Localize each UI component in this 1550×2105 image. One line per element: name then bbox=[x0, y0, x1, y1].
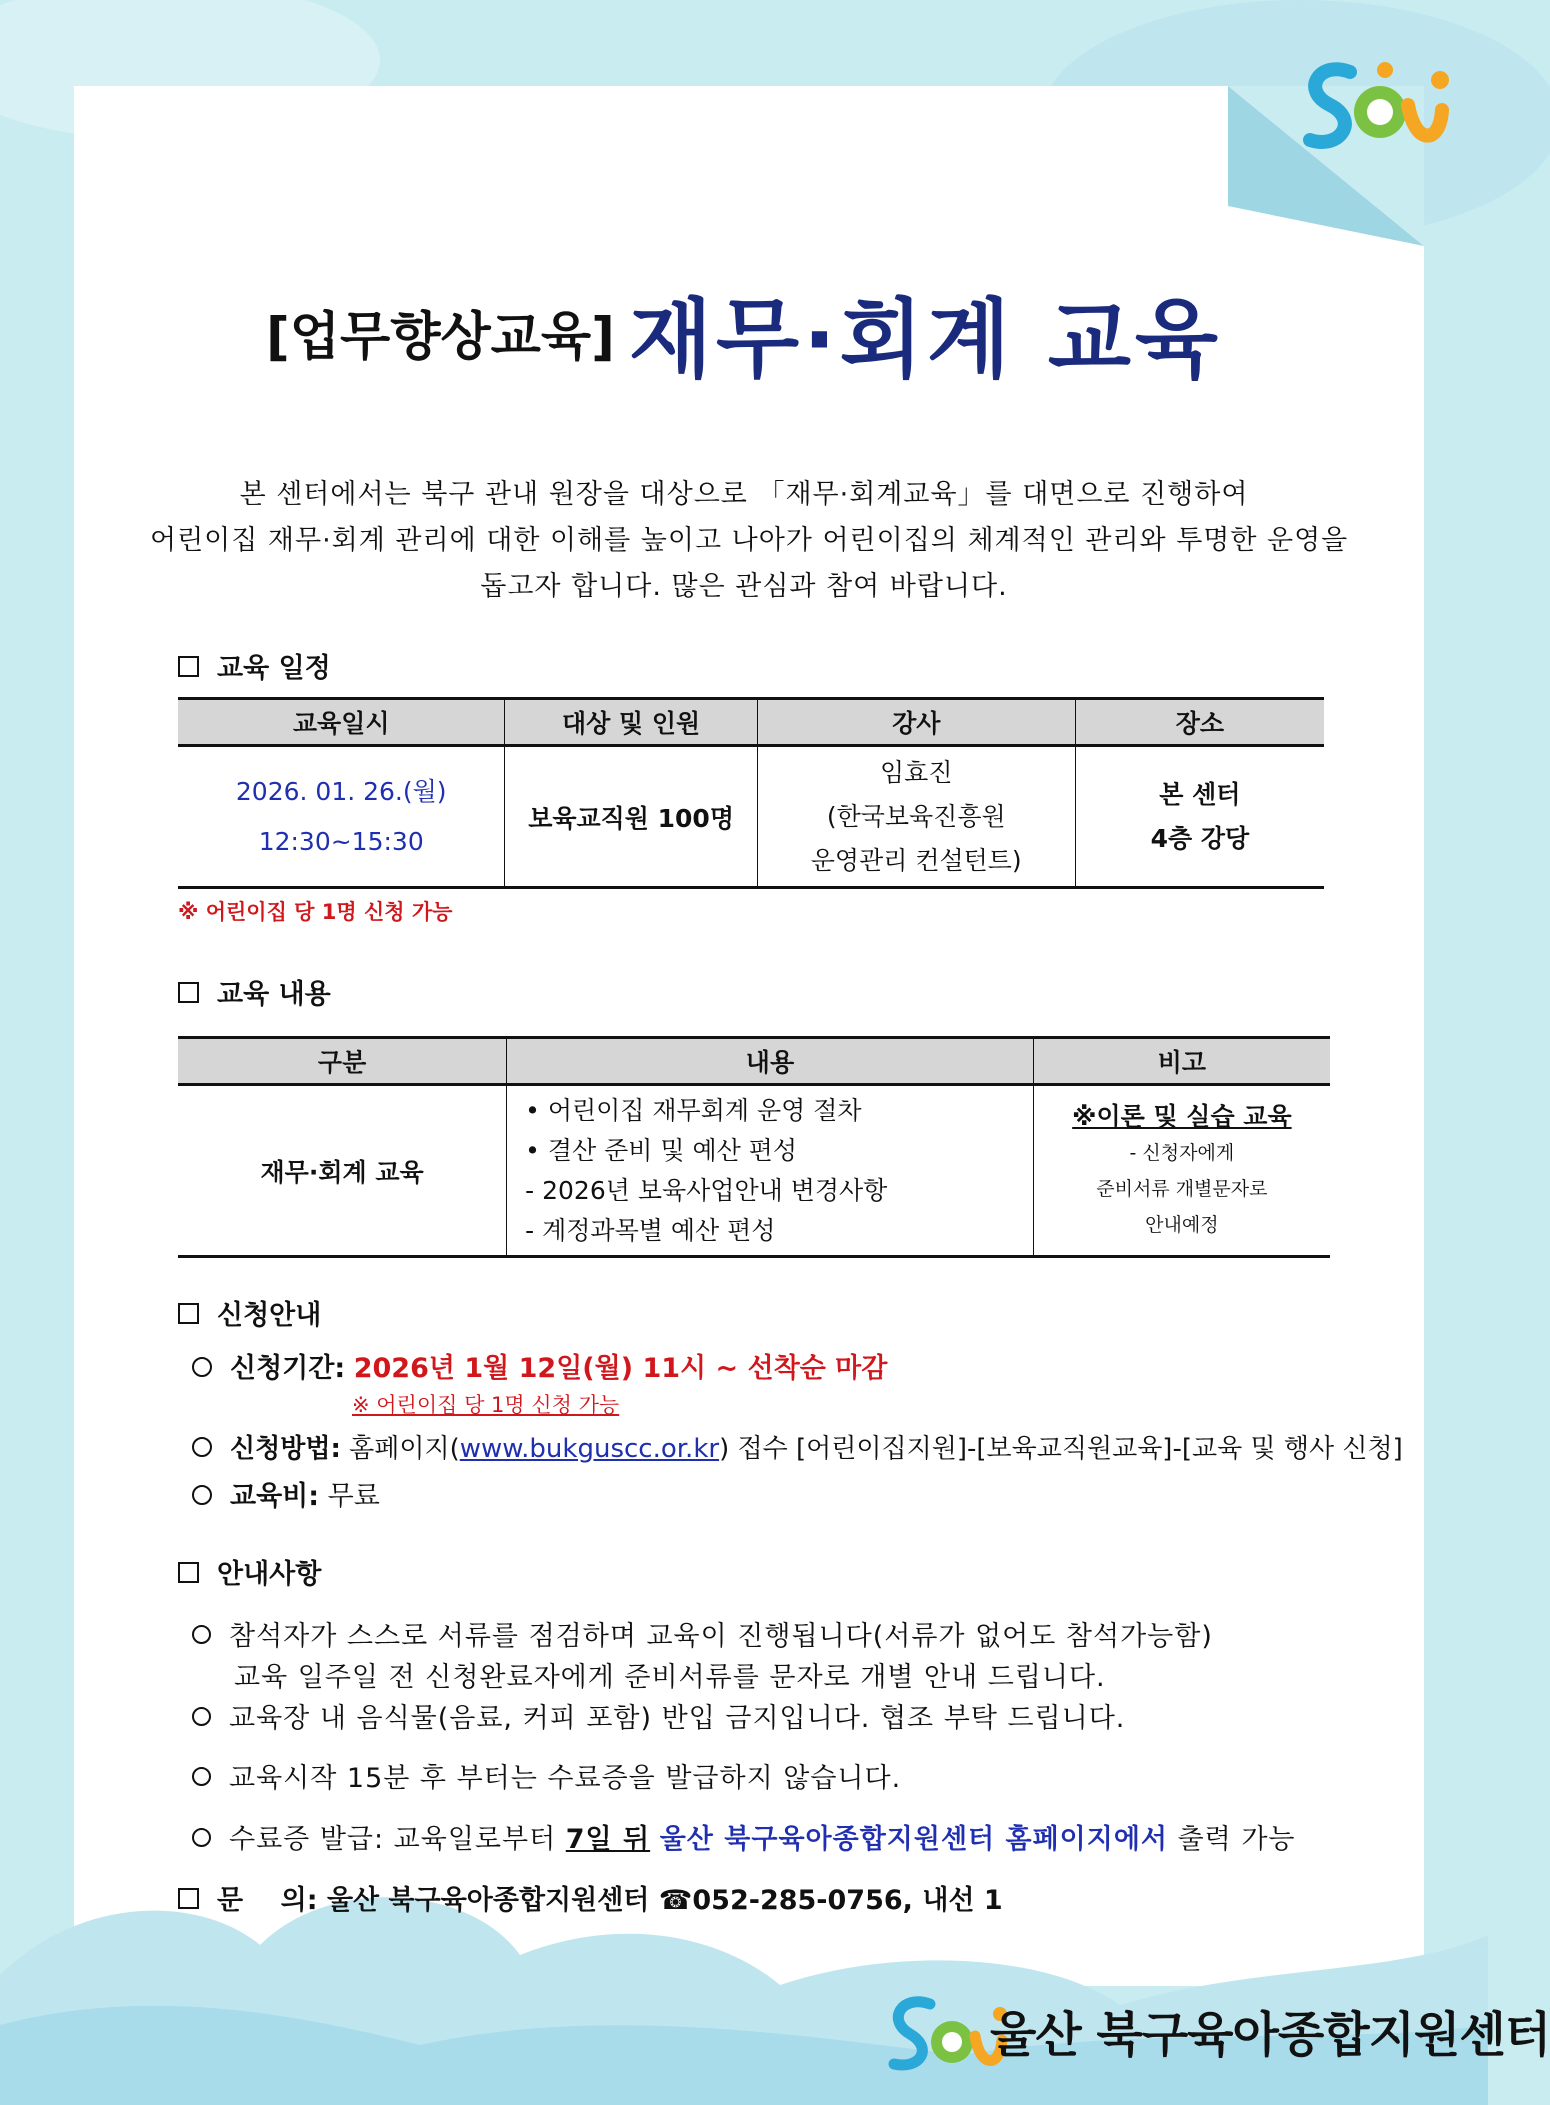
title-prefix: [업무향상교육] bbox=[265, 307, 615, 368]
notice-item bbox=[192, 1614, 1213, 1653]
table-row bbox=[178, 746, 1324, 888]
notice-emphasis: 7일 뒤 bbox=[565, 1824, 651, 1855]
checkbox-square-icon bbox=[178, 656, 199, 677]
content-items bbox=[507, 1085, 1034, 1257]
apply-period-note: ※ 어린이집 당 1명 신청 가능 bbox=[352, 1393, 620, 1417]
apply-heading bbox=[178, 1293, 321, 1332]
content-table bbox=[178, 1036, 1330, 1258]
apply-period-label: 신청기간: bbox=[230, 1353, 346, 1384]
checkbox-square-icon bbox=[178, 1562, 199, 1583]
table-header: 내용 bbox=[507, 1038, 1034, 1085]
place-line: 4층 강당 bbox=[1150, 823, 1250, 853]
page-title bbox=[0, 270, 1488, 394]
content-remark bbox=[1033, 1085, 1330, 1257]
notice-text: 교육시작 15분 후 부터는 수료증을 발급하지 않습니다. bbox=[229, 1763, 902, 1794]
checkbox-square-icon bbox=[178, 1888, 199, 1909]
apply-method-label: 신청방법: bbox=[230, 1434, 341, 1464]
schedule-instructor bbox=[757, 746, 1075, 888]
intro-line: 어린이집 재무·회계 관리에 대한 이해를 높이고 나아가 어린이집의 체계적인 관리와 투명한 운영을 bbox=[150, 525, 1349, 556]
remark-title: ※이론 및 실습 교육 bbox=[1072, 1101, 1292, 1131]
notice-item bbox=[192, 1817, 1296, 1856]
title-main: 재무·회계 교육 bbox=[628, 290, 1222, 390]
table-row bbox=[178, 1085, 1330, 1257]
schedule-place bbox=[1075, 746, 1324, 888]
apply-period-value: 2026년 1월 12일(월) 11시 ~ 선착순 마감 bbox=[353, 1353, 888, 1384]
schedule-note: ※ 어린이집 당 1명 신청 가능 bbox=[178, 900, 453, 924]
notice-item-continued: 교육 일주일 전 신청완료자에게 준비서류를 문자로 개별 안내 드립니다. bbox=[234, 1662, 1106, 1693]
center-logo-icon bbox=[1290, 50, 1460, 160]
notice-text: 수료증 발급: 교육일로부터 bbox=[229, 1824, 557, 1855]
notice-heading-label: 안내사항 bbox=[217, 1559, 322, 1590]
circle-bullet-icon bbox=[192, 1437, 212, 1457]
notice-item bbox=[192, 1756, 901, 1795]
homepage-link[interactable]: www.bukguscc.or.kr bbox=[459, 1434, 720, 1464]
circle-bullet-icon bbox=[192, 1767, 211, 1786]
content-category: 재무·회계 교육 bbox=[178, 1085, 507, 1257]
intro-text bbox=[150, 472, 1349, 610]
notice-heading bbox=[178, 1552, 321, 1591]
apply-method bbox=[192, 1428, 1403, 1465]
apply-heading-label: 신청안내 bbox=[217, 1300, 322, 1331]
content-item: • 결산 준비 및 예산 편성 bbox=[525, 1135, 797, 1165]
checkbox-square-icon bbox=[178, 982, 199, 1003]
notice-text: 출력 가능 bbox=[1177, 1824, 1296, 1855]
table-header: 비고 bbox=[1033, 1038, 1330, 1085]
instructor-org: (한국보육진흥원 bbox=[826, 801, 1006, 831]
schedule-datetime bbox=[178, 746, 505, 888]
apply-period bbox=[192, 1346, 887, 1385]
notice-highlight: 울산 북구육아종합지원센터 홈페이지에서 bbox=[659, 1824, 1168, 1855]
circle-bullet-icon bbox=[192, 1828, 211, 1847]
content-heading-label: 교육 내용 bbox=[217, 979, 331, 1010]
table-header: 장소 bbox=[1075, 699, 1324, 746]
notice-text: 교육장 내 음식물(음료, 커피 포함) 반입 금지입니다. 협조 부탁 드립니다. bbox=[229, 1703, 1126, 1734]
schedule-target: 보육교직원 100명 bbox=[505, 746, 757, 888]
instructor-role: 운영관리 컨설턴트) bbox=[810, 845, 1022, 875]
contact-value: 울산 북구육아종합지원센터 ☎052-285-0756, 내선 1 bbox=[326, 1885, 1003, 1916]
content-item: - 2026년 보육사업안내 변경사항 bbox=[525, 1175, 888, 1205]
footer-org-name: 울산 북구육아종합지원센터 bbox=[990, 2007, 1550, 2063]
apply-method-text: 홈페이지( bbox=[349, 1434, 460, 1464]
intro-line: 본 센터에서는 북구 관내 원장을 대상으로 「재무·회계교육」를 대면으로 진행하여 bbox=[239, 479, 1249, 510]
remark-line: - 신청자에게 bbox=[1129, 1141, 1235, 1164]
schedule-heading bbox=[178, 646, 331, 685]
place-line: 본 센터 bbox=[1159, 779, 1241, 809]
intro-line: 돕고자 합니다. 많은 관심과 참여 바랍니다. bbox=[480, 571, 1008, 602]
table-header: 구분 bbox=[178, 1038, 507, 1085]
table-header-row bbox=[178, 1038, 1330, 1085]
circle-bullet-icon bbox=[192, 1707, 211, 1726]
schedule-time: 12:30~15:30 bbox=[258, 826, 424, 856]
table-header: 교육일시 bbox=[178, 699, 505, 746]
notice-item bbox=[192, 1696, 1125, 1735]
remark-line: 준비서류 개별문자로 bbox=[1096, 1177, 1268, 1200]
apply-fee bbox=[192, 1474, 380, 1513]
table-header-row bbox=[178, 699, 1324, 746]
content-heading bbox=[178, 972, 331, 1011]
table-header: 대상 및 인원 bbox=[505, 699, 757, 746]
contact-label: 문 의: bbox=[217, 1885, 318, 1916]
contact-line bbox=[178, 1878, 1003, 1917]
circle-bullet-icon bbox=[192, 1357, 212, 1377]
content-item: • 어린이집 재무회계 운영 절차 bbox=[525, 1095, 862, 1125]
notice-text: 참석자가 스스로 서류를 점검하며 교육이 진행됩니다(서류가 없어도 참석가능함) bbox=[229, 1621, 1213, 1652]
content-item: - 계정과목별 예산 편성 bbox=[525, 1215, 776, 1245]
circle-bullet-icon bbox=[192, 1625, 211, 1644]
remark-line: 안내예정 bbox=[1145, 1213, 1219, 1236]
apply-method-text: ) 접수 [어린이집지원]-[보육교직원교육]-[교육 및 행사 신청] bbox=[719, 1434, 1403, 1464]
schedule-date: 2026. 01. 26.(월) bbox=[235, 776, 447, 806]
apply-fee-value: 무료 bbox=[327, 1481, 380, 1512]
schedule-heading-label: 교육 일정 bbox=[217, 653, 331, 684]
table-header: 강사 bbox=[757, 699, 1075, 746]
instructor-name: 임효진 bbox=[880, 757, 953, 787]
checkbox-square-icon bbox=[178, 1303, 199, 1324]
schedule-table bbox=[178, 697, 1324, 889]
circle-bullet-icon bbox=[192, 1485, 212, 1505]
apply-fee-label: 교육비: bbox=[230, 1481, 320, 1512]
